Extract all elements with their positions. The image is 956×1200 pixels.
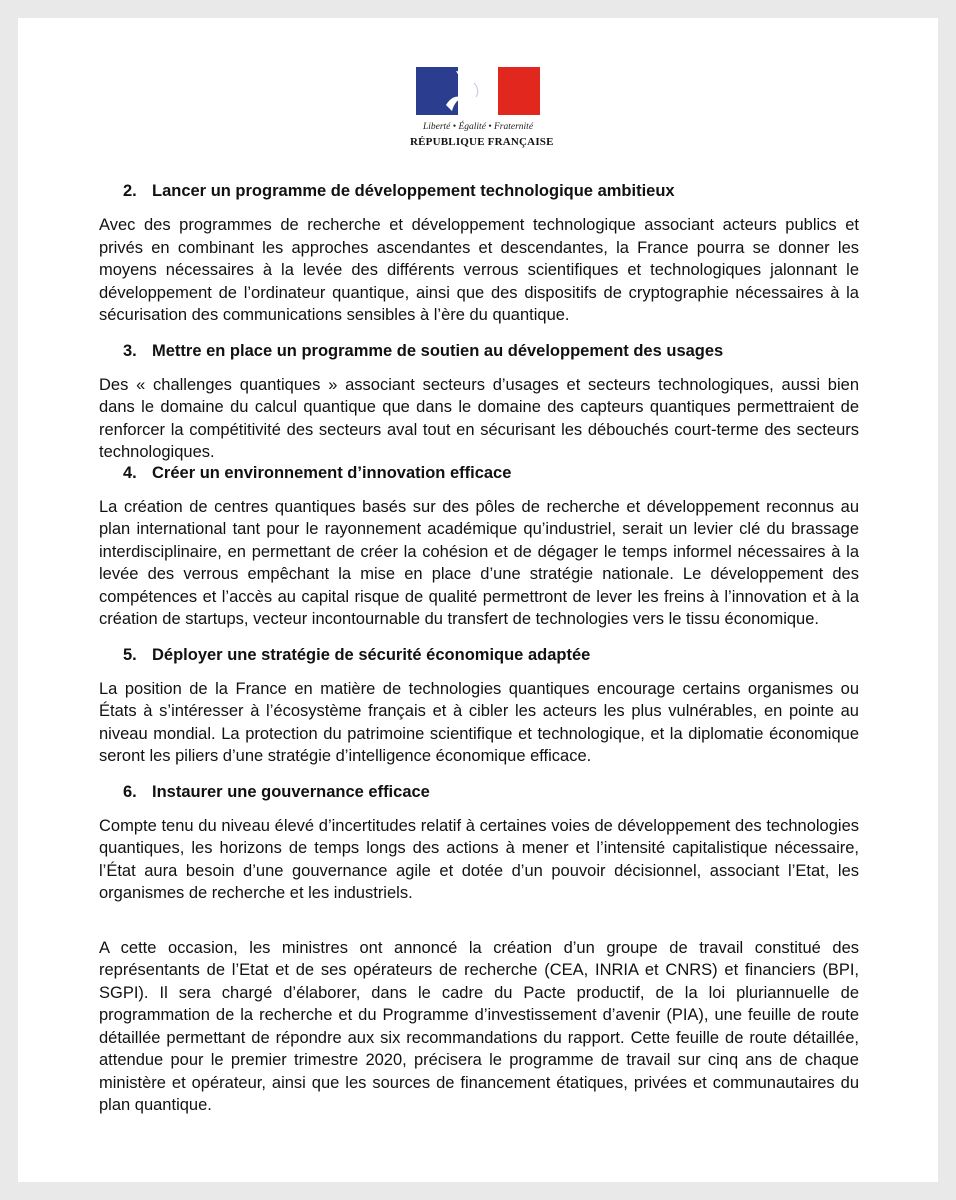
section-paragraph: La position de la France en matière de technologies quantiques encourage certains organismes ou États à s’intéresser à l’écosystème français et à cibler les acteurs les plus vulnérables, en pointe au niveau mondial. La protection du patrimoine scientifique et technologique, et la diplomatie économique seront les piliers d’une stratégie d’intelligence économique efficace. <box>99 679 859 765</box>
section-paragraph: Des « challenges quantiques » associant secteurs d’usages et secteurs technologiques, aussi bien dans le domaine du calcul quantique que dans le domaine des capteurs quantiques permettraient de renforcer la compétitivité des secteurs aval tout en sécurisant les débouchés court-terme des secteurs technologiques. <box>99 375 859 461</box>
section-paragraph: La création de centres quantiques basés sur des pôles de recherche et développement reconnus au plan international tant pour le rayonnement académique qu’industriel, serait un levier clé du brassage interdisciplinaire, en permettant de créer la cohésion et de dégager le temps informel nécessaires à la levée des verrous empêchant la mise en place d’une stratégie nationale. Le développement des compétences et l’accès au capital risque de qualité permettront de lever les freins à l’innovation et à la création de startups, vecteur incontournable du transfert de technologies vers le tissu économique. <box>99 497 859 628</box>
marianne-logo <box>410 67 554 165</box>
section-number: 5. <box>123 645 137 664</box>
section-number: 6. <box>123 782 137 801</box>
section-5 <box>99 644 859 768</box>
section-3 <box>99 340 859 461</box>
section-number: 3. <box>123 341 137 360</box>
section-heading <box>99 180 859 202</box>
section-paragraph: Avec des programmes de recherche et développement technologique associant acteurs publics et privés en combinant les approches ascendantes et descendantes, la France pourra se donner les moyens nécessaires à la levée des différents verrous scientifiques et technologiques jalonnant le développement de l’ordinateur quantique, ainsi que des dispositifs de cryptographie nécessaires à la sécurisation des communications sensibles à l’ère du quantique. <box>99 216 859 324</box>
section-title: Créer un environnement d’innovation efficace <box>152 463 512 482</box>
section-heading <box>99 644 859 666</box>
republic-motto: Liberté • Égalité • Fraternité <box>422 122 534 132</box>
clipped-paragraph-container <box>99 374 859 461</box>
republic-name: RÉPUBLIQUE FRANÇAISE <box>410 136 554 148</box>
document-page <box>18 18 938 1182</box>
section-title: Instaurer une gouvernance efficace <box>152 782 430 801</box>
section-paragraph: Compte tenu du niveau élevé d’incertitudes relatif à certaines voies de développement des technologies quantiques, les horizons de temps longs des actions à mener et l’intensité capitalistique nécessaire, l’État aura besoin d’une gouvernance agile et dotée d’un pouvoir décisionnel, associant l’Etat, les organismes de recherche et les industriels. <box>99 816 859 902</box>
section-2 <box>99 180 859 327</box>
section-4 <box>99 462 859 631</box>
section-title: Déployer une stratégie de sécurité économique adaptée <box>152 645 591 664</box>
section-heading <box>99 462 859 484</box>
flag-red-band <box>498 67 540 115</box>
section-title: Lancer un programme de développement technologique ambitieux <box>152 182 675 200</box>
document-body <box>99 180 859 1117</box>
section-number: 4. <box>123 463 137 482</box>
tricolor-flag-icon <box>416 67 540 115</box>
section-6 <box>99 781 859 905</box>
section-title: Mettre en place un programme de soutien au développement des usages <box>152 341 724 360</box>
section-number: 2. <box>123 182 137 200</box>
section-heading <box>99 781 859 803</box>
closing-paragraph: A cette occasion, les ministres ont annoncé la création d’un groupe de travail constitué des représentants de l’Etat et de ses opérateurs de recherche (CEA, INRIA et CNRS) et financiers (BPI, SGPI). Il sera chargé d’élaborer, dans le cadre du Pacte productif, de la loi pluriannuelle de programmation de la recherche et du Programme d’investissement d’avenir (PIA), une feuille de route détaillée permettant de répondre aux six recommandations du rapport. Cette feuille de route détaillée, attendue pour le premier trimestre 2020, précisera le programme de travail sur cinq ans de chaque ministère et opérateur, ainsi que les sources de financement étatiques, privées et communautaires du plan quantique. <box>99 938 859 1114</box>
section-heading <box>99 340 859 362</box>
